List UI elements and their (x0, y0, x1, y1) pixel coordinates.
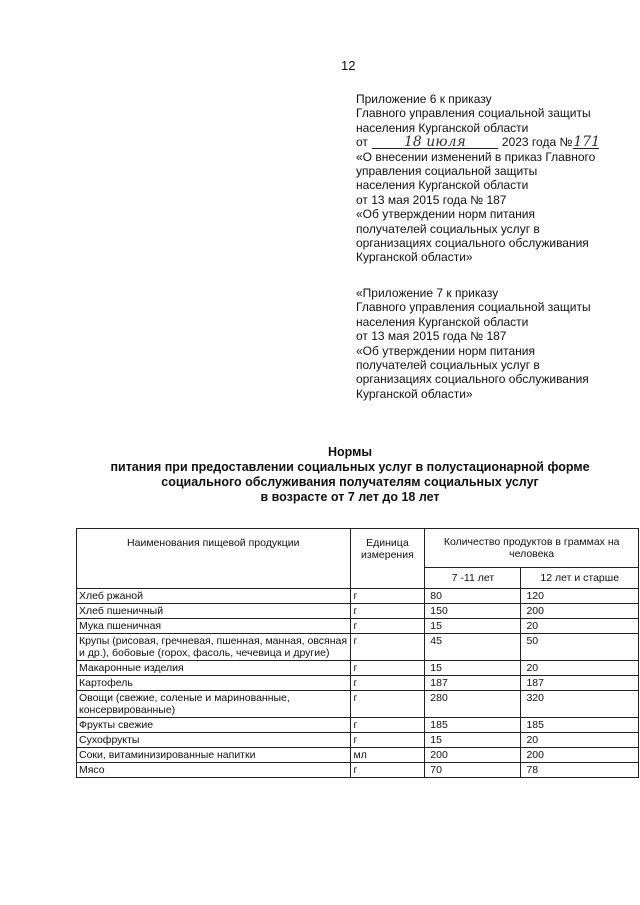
ot-prefix: от (356, 135, 368, 150)
table-row (77, 763, 639, 778)
unit-cell: мл (350, 748, 425, 763)
appendix-line: организациях социального обслуживания (356, 236, 589, 251)
table-row (77, 634, 639, 661)
value-7-11-cell: 80 (425, 589, 521, 604)
value-7-11-cell: 200 (425, 748, 521, 763)
appendix-line: «Приложение 7 к приказу (356, 286, 499, 300)
product-name-cell: Крупы (рисовая, гречневая, пшенная, манная, овсяная и др.), бобовые (горох, фасоль, чечевица и другие) (77, 634, 351, 661)
table-row (77, 718, 639, 733)
appendix-line: от 13 мая 2015 года № 187 (356, 192, 507, 207)
value-12-plus-cell: 50 (521, 634, 639, 661)
title-line-4: в возрасте от 7 лет до 18 лет (260, 490, 440, 504)
appendix-line: «Об утверждении норм питания (356, 343, 535, 358)
appendix-6-block (356, 92, 599, 265)
unit-cell: г (350, 763, 425, 778)
appendix-line: получателей социальных услуг в (356, 221, 540, 236)
header-quantity: Количество продуктов в граммах на человека (425, 529, 639, 568)
year-text: 2023 года № (501, 135, 573, 150)
title-line-1: Нормы (327, 445, 373, 459)
appendix-7-block (356, 286, 591, 401)
table-row (77, 676, 639, 691)
title-line-3: социального обслуживания получателям социальных услуг (161, 475, 539, 489)
table-row (77, 589, 639, 604)
product-name-cell: Мясо (77, 763, 351, 778)
header-age-12-plus: 12 лет и старше (521, 568, 639, 589)
value-12-plus-cell: 200 (521, 604, 639, 619)
handwritten-date: 18 июля (372, 136, 498, 149)
value-7-11-cell: 185 (425, 718, 521, 733)
value-7-11-cell: 15 (425, 661, 521, 676)
appendix-line: Курганской области» (356, 250, 473, 265)
table-row (77, 691, 639, 718)
product-name-cell: Мука пшеничная (77, 619, 351, 634)
value-7-11-cell: 45 (425, 634, 521, 661)
header-unit: Единица измерения (350, 529, 425, 589)
header-age-7-11: 7 -11 лет (425, 568, 521, 589)
value-7-11-cell: 70 (425, 763, 521, 778)
title-line-2: питания при предоставлении социальных услуг в полустационарной форме (110, 460, 590, 474)
page-number: 12 (341, 58, 356, 73)
appendix-line: получателей социальных услуг в (356, 358, 540, 373)
table-row (77, 748, 639, 763)
document-title (60, 445, 640, 505)
product-name-cell: Хлеб ржаной (77, 589, 351, 604)
appendix-line: «О внесении изменений в приказ Главного (356, 149, 596, 164)
appendix-line: Приложение 6 к приказу (356, 92, 492, 106)
order-date-line (356, 135, 599, 149)
value-7-11-cell: 15 (425, 733, 521, 748)
nutrition-norms-table (76, 528, 639, 778)
product-name-cell: Соки, витаминизированные напитки (77, 748, 351, 763)
unit-cell: г (350, 691, 425, 718)
unit-cell: г (350, 619, 425, 634)
unit-cell: г (350, 676, 425, 691)
appendix-line: Главного управления социальной защиты (356, 300, 591, 315)
product-name-cell: Сухофрукты (77, 733, 351, 748)
appendix-line: населения Курганской области (356, 314, 529, 329)
appendix-line: населения Курганской области (356, 120, 529, 135)
table-row (77, 619, 639, 634)
unit-cell: г (350, 661, 425, 676)
product-name-cell: Фрукты свежие (77, 718, 351, 733)
value-7-11-cell: 15 (425, 619, 521, 634)
appendix-line: «Об утверждении норм питания (356, 207, 535, 222)
appendix-line: Главного управления социальной защиты (356, 106, 591, 121)
product-name-cell: Хлеб пшеничный (77, 604, 351, 619)
value-12-plus-cell: 20 (521, 733, 639, 748)
table-row (77, 733, 639, 748)
header-product: Наименования пищевой продукции (77, 529, 351, 589)
table-row (77, 661, 639, 676)
value-7-11-cell: 280 (425, 691, 521, 718)
product-name-cell: Овощи (свежие, соленые и маринованные, консервированные) (77, 691, 351, 718)
value-12-plus-cell: 200 (521, 748, 639, 763)
unit-cell: г (350, 718, 425, 733)
value-12-plus-cell: 187 (521, 676, 639, 691)
value-7-11-cell: 150 (425, 604, 521, 619)
product-name-cell: Макаронные изделия (77, 661, 351, 676)
appendix-line: от 13 мая 2015 года № 187 (356, 329, 507, 344)
unit-cell: г (350, 604, 425, 619)
value-12-plus-cell: 78 (521, 763, 639, 778)
product-name-cell: Картофель (77, 676, 351, 691)
table-row (77, 604, 639, 619)
value-12-plus-cell: 120 (521, 589, 639, 604)
value-7-11-cell: 187 (425, 676, 521, 691)
table-body (77, 589, 639, 778)
unit-cell: г (350, 589, 425, 604)
appendix-line: организациях социального обслуживания (356, 372, 589, 387)
handwritten-number: 171 (573, 134, 601, 151)
value-12-plus-cell: 20 (521, 619, 639, 634)
appendix-line: населения Курганской области (356, 178, 529, 193)
appendix-line: управления социальной защиты (356, 164, 538, 179)
value-12-plus-cell: 185 (521, 718, 639, 733)
appendix-line: Курганской области» (356, 386, 473, 401)
value-12-plus-cell: 320 (521, 691, 639, 718)
unit-cell: г (350, 634, 425, 661)
value-12-plus-cell: 20 (521, 661, 639, 676)
unit-cell: г (350, 733, 425, 748)
